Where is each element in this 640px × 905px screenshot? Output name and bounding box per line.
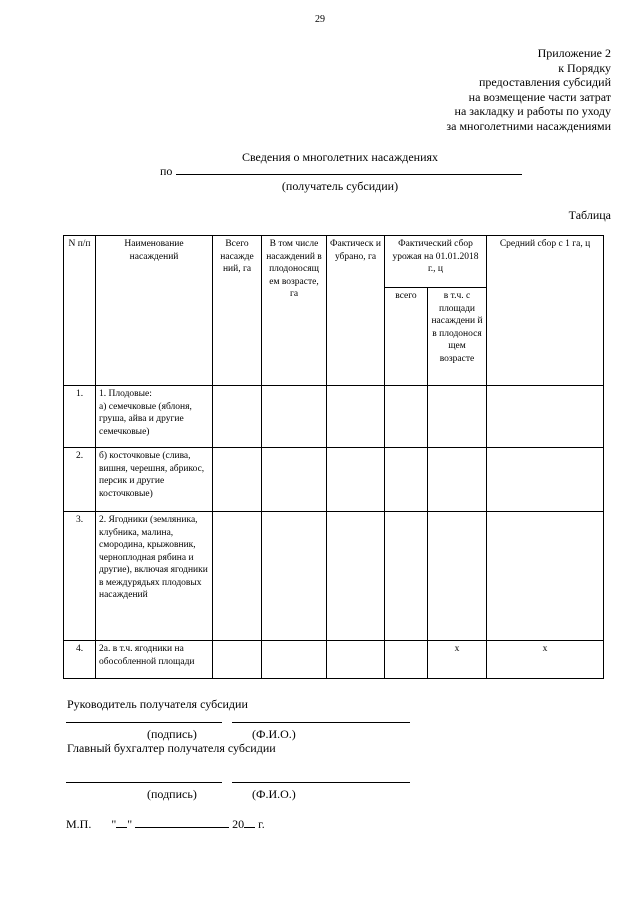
row-num: 4. [64, 641, 96, 679]
appendix-note [446, 46, 611, 134]
table-row [64, 386, 604, 448]
table-row [64, 641, 604, 679]
row-name: 2а. в т.ч. ягодники на обособленной площади [96, 641, 213, 679]
cell-total[interactable] [213, 512, 262, 641]
accountant-signature-line[interactable] [66, 782, 222, 783]
head-signature-caption: (подпись) [147, 727, 197, 741]
accountant-name-line[interactable] [232, 782, 410, 783]
cell-avg-yield[interactable] [487, 386, 604, 448]
appendix-line: к Порядку [558, 60, 611, 75]
cell-removed[interactable] [327, 512, 385, 641]
header-harvest-total: всего [385, 288, 428, 386]
table-row [64, 448, 604, 512]
header-name: Наименование насаждений [96, 236, 213, 386]
cell-total[interactable] [213, 641, 262, 679]
year-suffix: г. [258, 817, 265, 831]
row-name: б) косточковые (слива, вишня, черешня, абрикос, персик и другие косточковые) [96, 448, 213, 512]
date-quote-open: " [111, 817, 117, 831]
stamp-label: М.П. [66, 817, 92, 831]
table-label: Таблица [568, 208, 611, 222]
appendix-line: предоставления субсидий [478, 75, 611, 90]
row-num: 3. [64, 512, 96, 641]
head-signature-line[interactable] [66, 722, 222, 723]
cell-avg-yield[interactable]: x [487, 641, 604, 679]
cell-harvest-total[interactable] [385, 512, 428, 641]
accountant-name-caption: (Ф.И.О.) [252, 787, 296, 801]
cell-total[interactable] [213, 386, 262, 448]
year-blank[interactable] [244, 817, 255, 828]
row-name: 2. Ягодники (земляника, клубника, малина, смородина, крыжовник, черноплодная рябина и другие), включая ягодники в междурядьях плодовых насаждений [96, 512, 213, 641]
cell-harvest-fruiting[interactable] [428, 386, 487, 448]
accountant-title: Главный бухгалтер получателя субсидии [67, 741, 276, 755]
page-number: 29 [315, 14, 325, 25]
cell-harvest-fruiting[interactable] [428, 512, 487, 641]
cell-removed[interactable] [327, 448, 385, 512]
cell-fruiting[interactable] [262, 386, 327, 448]
cell-removed[interactable] [327, 386, 385, 448]
header-fruiting: В том числе насаждений в плодоносящ ем возрасте, га [262, 236, 327, 386]
row-num: 2. [64, 448, 96, 512]
month-blank[interactable] [135, 817, 229, 828]
accountant-signature-caption: (подпись) [147, 787, 197, 801]
head-name-line[interactable] [232, 722, 410, 723]
cell-harvest-total[interactable] [385, 641, 428, 679]
header-removed: Фактическ и убрано, га [327, 236, 385, 386]
row-name: 1. Плодовые: а) семечковые (яблоня, груша, айва и другие семечковые) [96, 386, 213, 448]
cell-fruiting[interactable] [262, 512, 327, 641]
head-name-caption: (Ф.И.О.) [252, 727, 296, 741]
appendix-line: на возмещение части затрат [468, 89, 611, 104]
head-title: Руководитель получателя субсидии [67, 697, 248, 711]
header-total: Всего насажде ний, га [213, 236, 262, 386]
cell-fruiting[interactable] [262, 448, 327, 512]
document-title: Сведения о многолетних насаждениях [241, 150, 439, 164]
cell-fruiting[interactable] [262, 641, 327, 679]
header-harvest: Фактический сбор урожая на 01.01.2018 г., ц [385, 236, 487, 288]
date-quote-close: " [127, 817, 133, 831]
cell-total[interactable] [213, 448, 262, 512]
row-num: 1. [64, 386, 96, 448]
appendix-line: на закладку и работы по уходу [454, 104, 611, 119]
year-prefix: 20 [232, 817, 245, 831]
header-num: N п/п [64, 236, 96, 386]
day-blank[interactable] [116, 817, 127, 828]
table-row [64, 512, 604, 641]
stamp-date-line [66, 817, 265, 832]
cell-harvest-fruiting[interactable] [428, 448, 487, 512]
header-avg-yield: Средний сбор с 1 га, ц [487, 236, 604, 386]
appendix-line: Приложение 2 [537, 46, 611, 60]
recipient-caption: (получатель субсидии) [281, 179, 399, 193]
cell-harvest-total[interactable] [385, 448, 428, 512]
header-harvest-fruiting: в т.ч. с площади насаждени й в плодонося щем возрасте [428, 288, 487, 386]
recipient-field [160, 163, 522, 179]
cell-removed[interactable] [327, 641, 385, 679]
cell-avg-yield[interactable] [487, 448, 604, 512]
appendix-line: за многолетними насаждениями [446, 118, 611, 133]
recipient-input-line[interactable] [176, 163, 522, 175]
recipient-prefix: по [160, 164, 173, 178]
plantings-table [63, 235, 604, 679]
cell-harvest-total[interactable] [385, 386, 428, 448]
cell-avg-yield[interactable] [487, 512, 604, 641]
cell-harvest-fruiting[interactable]: x [428, 641, 487, 679]
